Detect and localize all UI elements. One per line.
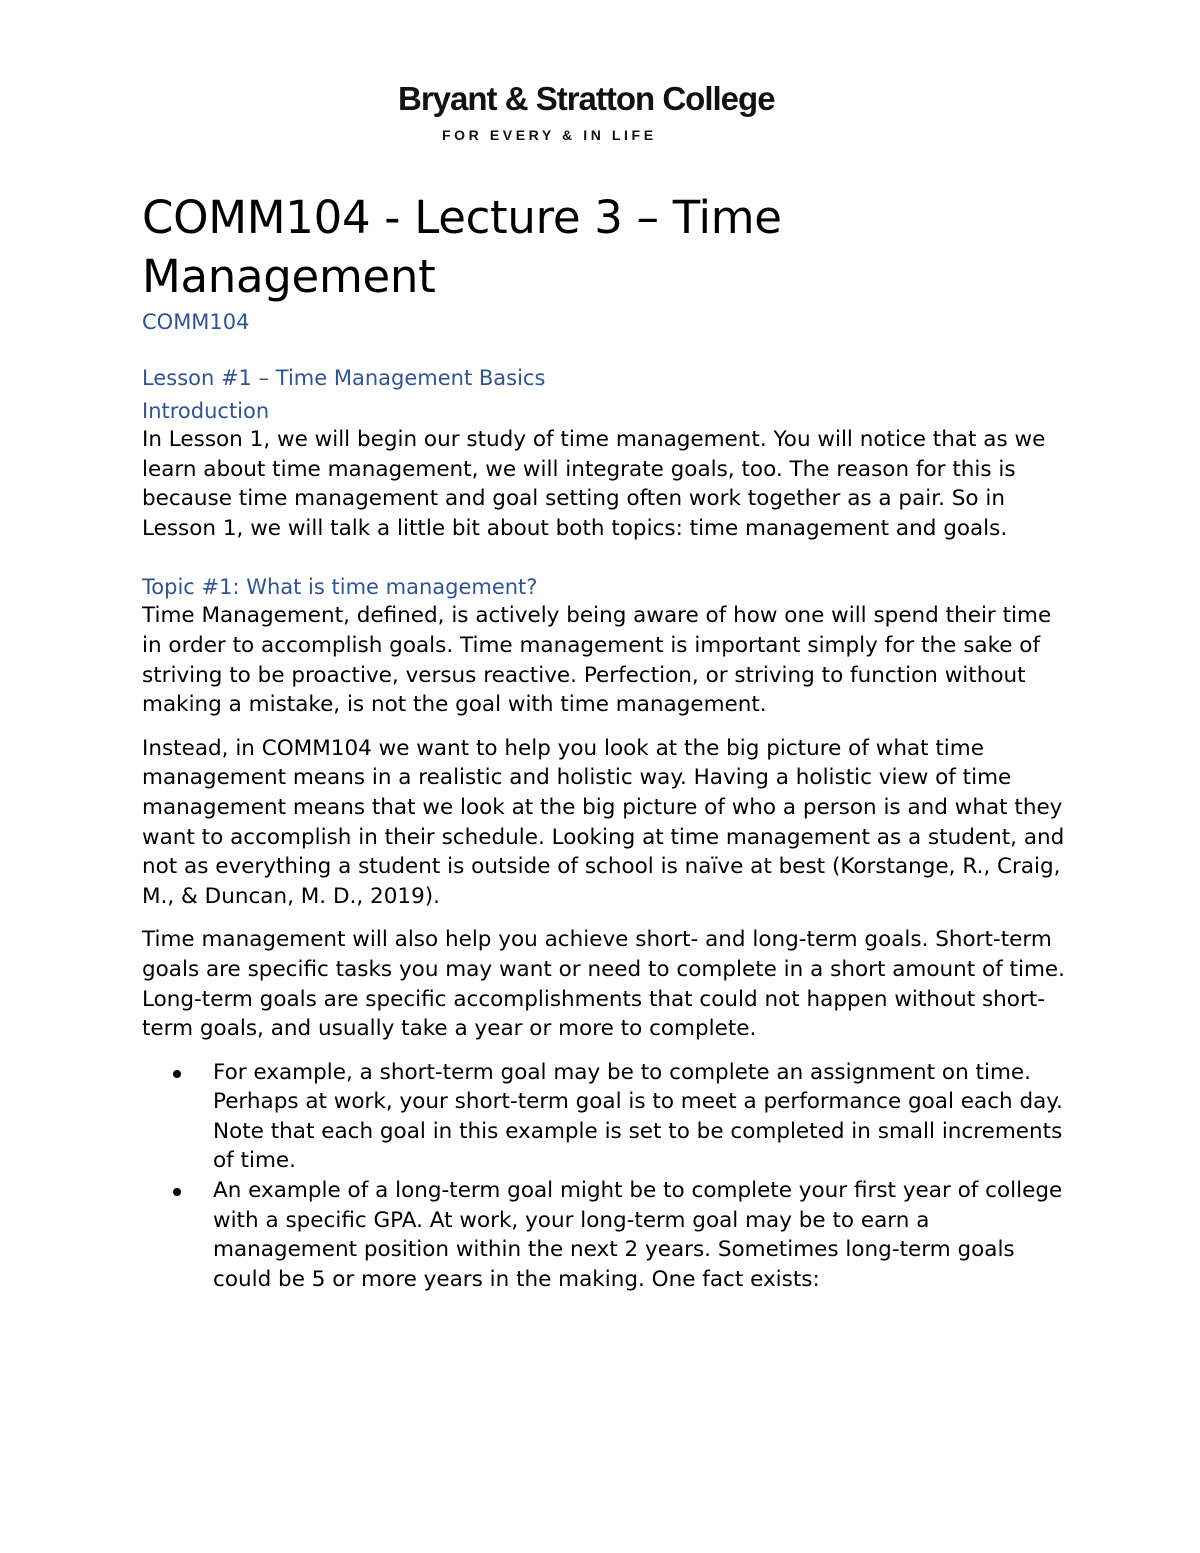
- logo-name: Bryant & Stratton College: [398, 80, 775, 117]
- list-item-text: An example of a long-term goal might be to complete your first year of college with a specific GPA. At work, your long-term goal may be to earn a management position within the next 2 years. Sometimes long-term goals could be 5 or more years in the making. One fact exists:: [213, 1178, 1063, 1292]
- introduction-heading: Introduction: [142, 399, 270, 423]
- topic-1-paragraph-goals: Time management will also help you achieve short- and long-term goals. Short-term goals are specific tasks you may want or need to complete in a short amount of time. Long-term goals are specific accomplishments that could not happen without short-term goals, and usually take a year or more to complete.: [142, 927, 1065, 1042]
- lesson-heading: Lesson #1 – Time Management Basics: [142, 366, 546, 390]
- topic-1-paragraph-definition: Time Management, defined, is actively being aware of how one will spend their time in order to accomplish goals. Time management is important simply for the sake of striving to be proactive, versus reactive. Perfection, or striving to function without making a mistake, is not the goal with time management.: [142, 603, 1052, 718]
- college-logo: [398, 80, 818, 143]
- topic-1-heading: Topic #1: What is time management?: [142, 575, 538, 600]
- bullet-icon: [173, 1188, 181, 1196]
- list-item-short-term: [142, 1058, 1072, 1176]
- document-subtitle: COMM104: [142, 310, 250, 334]
- topic-1-paragraph-holistic: Instead, in COMM104 we want to help you look at the big picture of what time management means in a realistic and holistic way. Having a holistic view of time management means that we look at the big picture of who a person is and what they want to accomplish in their schedule. Looking at time management as a student, and not as everything a student is outside of school is naïve at best (Korstange, R., Craig, M., & Duncan, M. D., 2019).: [142, 735, 1065, 909]
- list-item-long-term: [142, 1176, 1072, 1294]
- goal-examples-list: [142, 1058, 1072, 1295]
- document-title: COMM104 - Lecture 3 – Time Management: [142, 191, 782, 303]
- bullet-icon: [173, 1070, 181, 1078]
- introduction-paragraph: In Lesson 1, we will begin our study of time management. You will notice that as we learn about time management, we will integrate goals, too. The reason for this is because time management and goal setting often work together as a pair. So in Lesson 1, we will talk a little bit about both topics: time management and goals.: [142, 427, 1046, 541]
- document-body: [142, 188, 1072, 1294]
- list-item-text: For example, a short-term goal may be to complete an assignment on time. Perhaps at work, your short-term goal is to meet a performance goal each day. Note that each goal in this example is set to be completed in small increments of time.: [213, 1059, 1063, 1174]
- logo-tagline: FOR EVERY & IN LIFE: [442, 127, 657, 143]
